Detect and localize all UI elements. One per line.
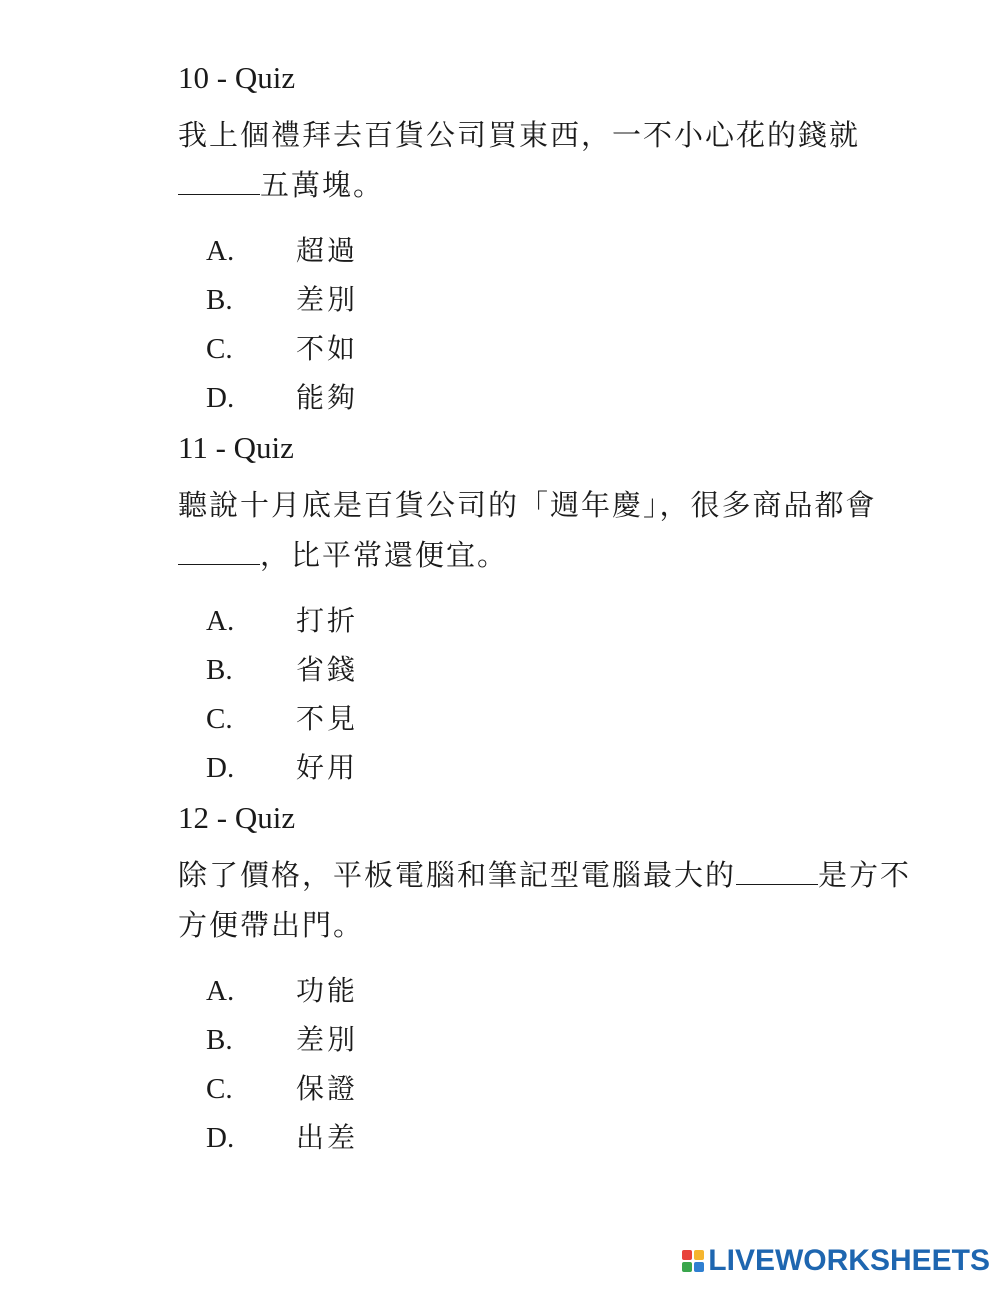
option-letter: A. bbox=[206, 235, 235, 267]
option-c[interactable] bbox=[206, 324, 938, 373]
quiz-title: 12 - Quiz bbox=[178, 800, 296, 835]
option-text: 省錢 bbox=[296, 653, 359, 686]
question-text-after: 五萬塊。 bbox=[260, 168, 385, 202]
quiz-12 bbox=[178, 798, 938, 1162]
answer-blank[interactable] bbox=[178, 534, 260, 565]
option-text: 好用 bbox=[296, 751, 359, 784]
option-b[interactable] bbox=[206, 1015, 938, 1064]
option-a[interactable] bbox=[206, 226, 938, 275]
logo-mark-icon bbox=[682, 1250, 704, 1272]
option-d[interactable] bbox=[206, 1113, 938, 1162]
option-letter: B. bbox=[206, 284, 233, 316]
question-text-after: 是方不方便帶出門。 bbox=[178, 858, 912, 942]
option-letter: C. bbox=[206, 1073, 233, 1105]
option-d[interactable] bbox=[206, 743, 938, 792]
option-text: 能夠 bbox=[296, 381, 359, 414]
option-letter: C. bbox=[206, 703, 233, 735]
option-letter: D. bbox=[206, 1122, 235, 1154]
logo-square-green bbox=[682, 1262, 692, 1272]
option-letter: B. bbox=[206, 1024, 233, 1056]
quiz-question bbox=[178, 480, 918, 580]
quiz-11 bbox=[178, 428, 938, 792]
option-b[interactable] bbox=[206, 275, 938, 324]
quiz-question bbox=[178, 110, 918, 210]
option-text: 差別 bbox=[296, 1023, 359, 1056]
option-letter: A. bbox=[206, 975, 235, 1007]
liveworksheets-logo[interactable] bbox=[682, 1243, 990, 1279]
options-list bbox=[206, 966, 938, 1162]
option-text: 不見 bbox=[296, 702, 359, 735]
logo-square-yellow bbox=[694, 1250, 704, 1260]
option-text: 超過 bbox=[296, 234, 359, 267]
option-c[interactable] bbox=[206, 694, 938, 743]
quiz-10 bbox=[178, 58, 938, 422]
option-a[interactable] bbox=[206, 596, 938, 645]
options-list bbox=[206, 226, 938, 422]
question-text-after: ，比平常還便宜。 bbox=[260, 538, 509, 572]
option-letter: C. bbox=[206, 333, 233, 365]
option-c[interactable] bbox=[206, 1064, 938, 1113]
options-list bbox=[206, 596, 938, 792]
answer-blank[interactable] bbox=[736, 854, 818, 885]
option-letter: A. bbox=[206, 605, 235, 637]
option-text: 保證 bbox=[296, 1072, 359, 1105]
option-text: 差別 bbox=[296, 283, 359, 316]
question-text-before: 聽說十月底是百貨公司的「週年慶」，很多商品都會 bbox=[178, 488, 877, 522]
option-text: 打折 bbox=[296, 604, 359, 637]
option-a[interactable] bbox=[206, 966, 938, 1015]
question-text-before: 除了價格，平板電腦和筆記型電腦最大的 bbox=[178, 858, 737, 892]
question-text-before: 我上個禮拜去百貨公司買東西，一不小心花的錢就 bbox=[178, 118, 861, 152]
option-text: 出差 bbox=[296, 1121, 359, 1154]
answer-blank[interactable] bbox=[178, 164, 260, 195]
quiz-title: 11 - Quiz bbox=[178, 430, 294, 465]
quiz-title: 10 - Quiz bbox=[178, 60, 296, 95]
option-text: 功能 bbox=[296, 974, 359, 1007]
logo-square-red bbox=[682, 1250, 692, 1260]
option-letter: B. bbox=[206, 654, 233, 686]
option-text: 不如 bbox=[296, 332, 359, 365]
option-letter: D. bbox=[206, 382, 235, 414]
option-letter: D. bbox=[206, 752, 235, 784]
logo-text: LIVEWORKSHEETS bbox=[708, 1244, 990, 1277]
option-d[interactable] bbox=[206, 373, 938, 422]
option-b[interactable] bbox=[206, 645, 938, 694]
quiz-question bbox=[178, 850, 918, 950]
logo-square-blue bbox=[694, 1262, 704, 1272]
